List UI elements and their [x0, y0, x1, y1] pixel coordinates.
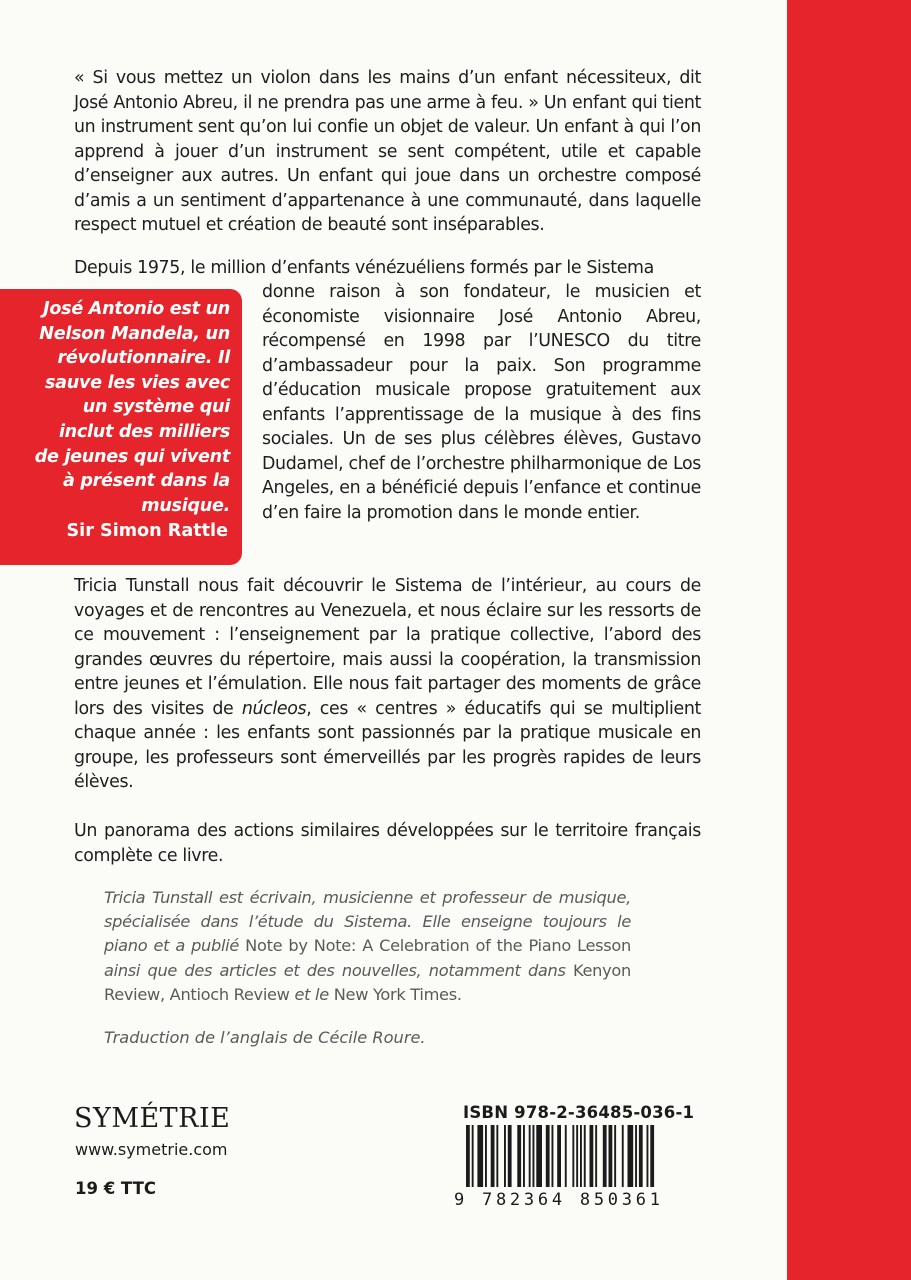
barcode-bar [595, 1125, 597, 1187]
barcode-bar [647, 1125, 649, 1187]
price-label: 19 € TTC [75, 1179, 156, 1198]
bio-separator: , [159, 984, 170, 1004]
translation-credit: Traduction de l’anglais de Cécile Roure. [104, 1028, 426, 1047]
paragraph-sistema-first-line: Depuis 1975, le million d’enfants vénézuéliens formés par le Sistema [74, 258, 654, 278]
paragraph-tunstall-text-1: Tricia Tunstall nous fait découvrir le Sistema de l’intérieur, au cours de voyages et de rencontres au Venezuela, et nous éclaire sur les ressorts de ce mouvement : l’enseignement par la pratique collective, l’abord des grandes œuvres du répertoire, mais aussi la coopération, la transmission entre jeunes et l’émulation. Elle nous fait partager des moments de grâce lors des visites de [74, 576, 701, 719]
barcode-bar [529, 1125, 531, 1187]
barcode-bar [635, 1125, 637, 1187]
barcode-bar [603, 1125, 607, 1187]
pull-quote-box [0, 289, 242, 565]
paragraph-sistema: donne raison à son fondateur, le musicien et économiste visionnaire José Antonio Abreu, récompensé en 1998 par l’UNESCO du titre d’ambassadeur pour la paix. Son programme d’éducation musicale propose gratuitement aux enfants l’apprentissage de la musique à des fins sociales. Un de ses plus célèbres élèves, Gustavo Dudamel, chef de l’orchestre philharmonique de Los Angeles, en a bénéficié depuis l’enfance et continue d’en faire la promotion dans le monde entier. [262, 282, 701, 523]
barcode-bar [496, 1125, 498, 1187]
barcode-bar [609, 1125, 613, 1187]
barcode-bar [536, 1125, 542, 1187]
pull-quote-author: Sir Simon Rattle [66, 521, 228, 541]
barcode-bar [546, 1125, 550, 1187]
red-spine-band [787, 0, 911, 1280]
bio-text-1: Tricia Tunstall est écrivain, musicienne et professeur de musique, spécialisée dans l’étude du Sistema. Elle enseigne toujours le piano et a publié [104, 888, 631, 956]
barcode-bar [572, 1125, 574, 1187]
barcode-bar [508, 1125, 512, 1187]
bio-end: . [456, 984, 462, 1004]
barcode-bar [557, 1125, 561, 1187]
barcode-bar [584, 1125, 586, 1187]
barcode-bar [477, 1125, 483, 1187]
bio-journal-kenyon: Kenyon Review [104, 960, 631, 1004]
paragraph-intro: « Si vous mettez un violon dans les mains d’un enfant nécessiteux, dit José Antonio Abreu, il ne prendra pas une arme à feu. » Un enfant qui tient un instrument sent qu’on lui confie un objet de valeur. Un enfant à qui l’on apprend à jouer d’un instrument se sent compétent, utile et capable d’enseigner aux autres. Un enfant qui joue dans un orchestre composé d’amis a un sentiment d’appartenance à une communauté, dans laquelle respect mutuel et création de beauté sont inséparables. [74, 68, 701, 235]
barcode-bar [590, 1125, 594, 1187]
bio-text-2: ainsi que des articles et des nouvelles, notamment dans [104, 960, 574, 980]
barcode-bar [472, 1125, 474, 1187]
paragraph-tunstall-text-2: , ces « centres » éducatifs qui se multiplient chaque année : les enfants sont passionnés par la pratique musicale en groupe, les professeurs sont émerveillés par les progrès rapides de leurs élèves. [74, 698, 701, 792]
barcode-bar [622, 1125, 624, 1187]
paragraph-panorama: Un panorama des actions similaires développées sur le territoire français complète ce livre. [74, 821, 701, 866]
bio-journal-nyt: New York Times [333, 984, 457, 1004]
barcode-bar [504, 1125, 506, 1187]
paragraph-tunstall [74, 574, 701, 795]
author-bio [104, 886, 631, 1007]
barcode-bar [485, 1125, 487, 1187]
barcode-bar [491, 1125, 495, 1187]
isbn-label: ISBN 978-2-36485-036-1 [463, 1103, 695, 1122]
bio-journal-antioch: Antioch Review [169, 984, 290, 1004]
barcode-bar [628, 1125, 634, 1187]
bio-book-title: Note by Note: A Celebration of the Piano Lesson [245, 936, 631, 956]
barcode-bar [533, 1125, 535, 1187]
barcode-bar [523, 1125, 525, 1187]
barcode-bars [466, 1125, 654, 1187]
nucleos-term: núcleos [241, 698, 307, 719]
publisher-website: www.symetrie.com [75, 1140, 228, 1159]
barcode-bar [580, 1125, 582, 1187]
isbn-barcode [454, 1123, 660, 1209]
pull-quote-text: José Antonio est un Nelson Mandela, un révolutionnaire. Il sauve les vies avec un système qui inclut des milliers de jeunes qui vivent à présent dans la musique. [34, 299, 230, 516]
barcode-bar [614, 1125, 616, 1187]
barcode-bar [565, 1125, 567, 1187]
bio-conjunction: et le [289, 984, 334, 1004]
barcode-bar [517, 1125, 521, 1187]
publisher-logo: SYMÉTRIE [74, 1103, 231, 1134]
barcode-bar [552, 1125, 554, 1187]
barcode-bar [650, 1125, 654, 1187]
barcode-bar [639, 1125, 643, 1187]
barcode-digits: 9 782364 850361 [454, 1190, 660, 1209]
barcode-bar [466, 1125, 470, 1187]
barcode-bar [576, 1125, 578, 1187]
